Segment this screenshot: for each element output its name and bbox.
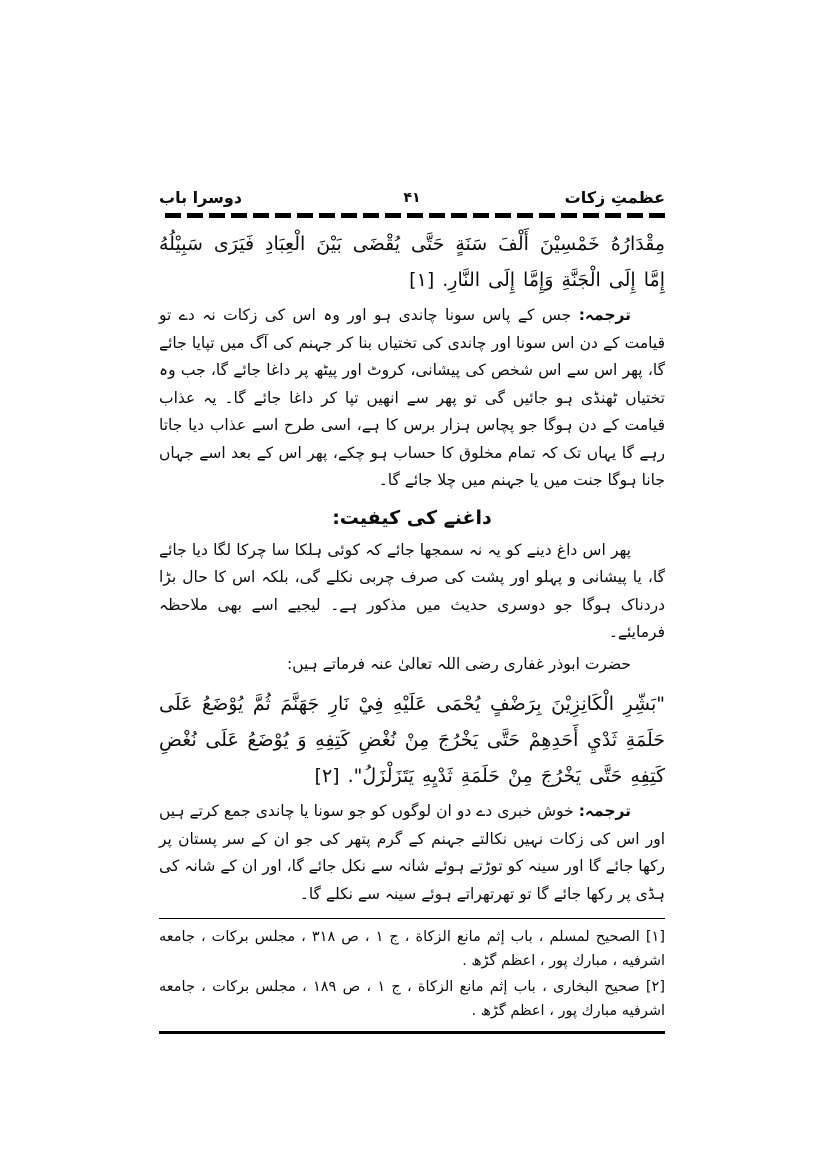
translation-2-text: خوش خبری دے دو ان لوگوں کو جو سونا یا چاندی جمع کرتے ہیں اور اس کی زکات نہیں نکالتے جہنم کے گرم پتھر کی جو ان کے سر پستان پر رکھا جائے گا اور سینہ کو توڑتے ہوئے شانہ سے نکل جائے گا، اور ان کے شانہ کی ہڈی پر رکھا جائے گا تو تھرتھراتے ہوئے سینہ سے نکلے گا۔	[159, 802, 665, 903]
translation-1-label: ترجمہ:	[578, 306, 631, 324]
page-header	[159, 186, 665, 210]
urdu-translation-2	[159, 798, 665, 908]
header-chapter-title: دوسرا باب	[158, 188, 242, 207]
urdu-paragraph-2: پھر اس داغ دینے کو یہ نہ سمجھا جائے کہ کوئی ہلکا سا چرکا لگا دیا جائے گا، یا پیشانی و پہلو اور پشت کی صرف چربی نکلے گی، بلکہ اس کا حال بڑا دردناک ہوگا جو دوسری حدیث میں مذکور ہے۔ لیجیے اسے بھی ملاحظہ فرمایئے۔	[159, 540, 665, 641]
section-heading: داغنے کی کیفیت:	[332, 506, 492, 529]
header-page-number: ۴۱	[403, 190, 421, 206]
urdu-translation-1	[159, 302, 665, 495]
header-rule-dashed	[159, 213, 665, 218]
header-book-title: عظمتِ زکات	[564, 188, 665, 207]
page-content	[159, 186, 665, 1034]
translation-2-label: ترجمہ:	[578, 802, 631, 820]
footnote-2: [۲] صحيح البخارى ، باب إثم مانع الزكاة ، ج ۱ ، ص ۱۸۹ ، مجلس بركات ، جامعه اشرفيه مبارك پور ، اعظم گڑھ .	[159, 979, 665, 1019]
arabic-quote-2: "بَشِّرِ الْكَانِزِيْنَ بِرَضْفٍ يُحْمَى عَلَيْهِ فِيْ نَارِ جَهَنَّمَ ثُمَّ يُوْضَعُ عَلَى حَلَمَةِ ثَدْيِ أَحَدِهِمْ حَتَّى يَخْرُجَ مِنْ نُغْضِ كَتِفِهِ وَ يُوْضَعُ عَلَى نُغْضِ كَتِفِهِ حَتَّى يَخْرُجَ مِنْ حَلَمَةِ ثَدْيِهِ يَتَزَلْزَلُ". [۲]	[159, 693, 665, 787]
footnote-1: [۱] الصحيح لمسلم ، باب إثم مانع الزكاة ، ج ۱ ، ص ۳۱۸ ، مجلس بركات ، جامعه اشرفيه ، مبارك پور ، اعظم گڑھ .	[159, 929, 665, 969]
footnote-separator-rule	[159, 918, 665, 919]
arabic-quote-1: مِقْدَارُهُ خَمْسِيْنَ أَلْفَ سَنَةٍ حَتَّى يُقْضَى بَيْنَ الْعِبَادِ فَيَرَى سَبِيْلُهُ إِمَّا إِلَى الْجَنَّةِ وَإِمَّا إِلَى النَّارِ. [۱]	[159, 233, 665, 291]
narrator-line: حضرت ابوذر غفاری رضی اللہ تعالیٰ عنہ فرماتے ہیں:	[286, 654, 631, 673]
bottom-rule	[159, 1031, 665, 1034]
translation-1-text: جس کے پاس سونا چاندی ہو اور وہ اس کی زکات نہ دے تو قیامت کے دن اس سونا اور چاندی کی تختیاں بنا کر جہنم کی آگ میں تپایا جائے گا، پھر اس سے اس شخص کی پیشانی، کروٹ اور پیٹھ پر داغا جائے گا، جب وہ تختیاں ٹھنڈی ہو جائیں گی تو پھر سے انھیں تپا کر داغا جائے گا۔ یہ عذاب قیامت کے دن ہوگا جو پچاس ہزار برس کا ہے، اسی طرح اسے عذاب دیا جاتا رہے گا یہاں تک کہ تمام مخلوق کا حساب ہو چکے، پھر اس کے بعد اسے جہاں جانا ہوگا جنت میں یا جہنم میں چلا جائے گا۔	[159, 306, 665, 489]
